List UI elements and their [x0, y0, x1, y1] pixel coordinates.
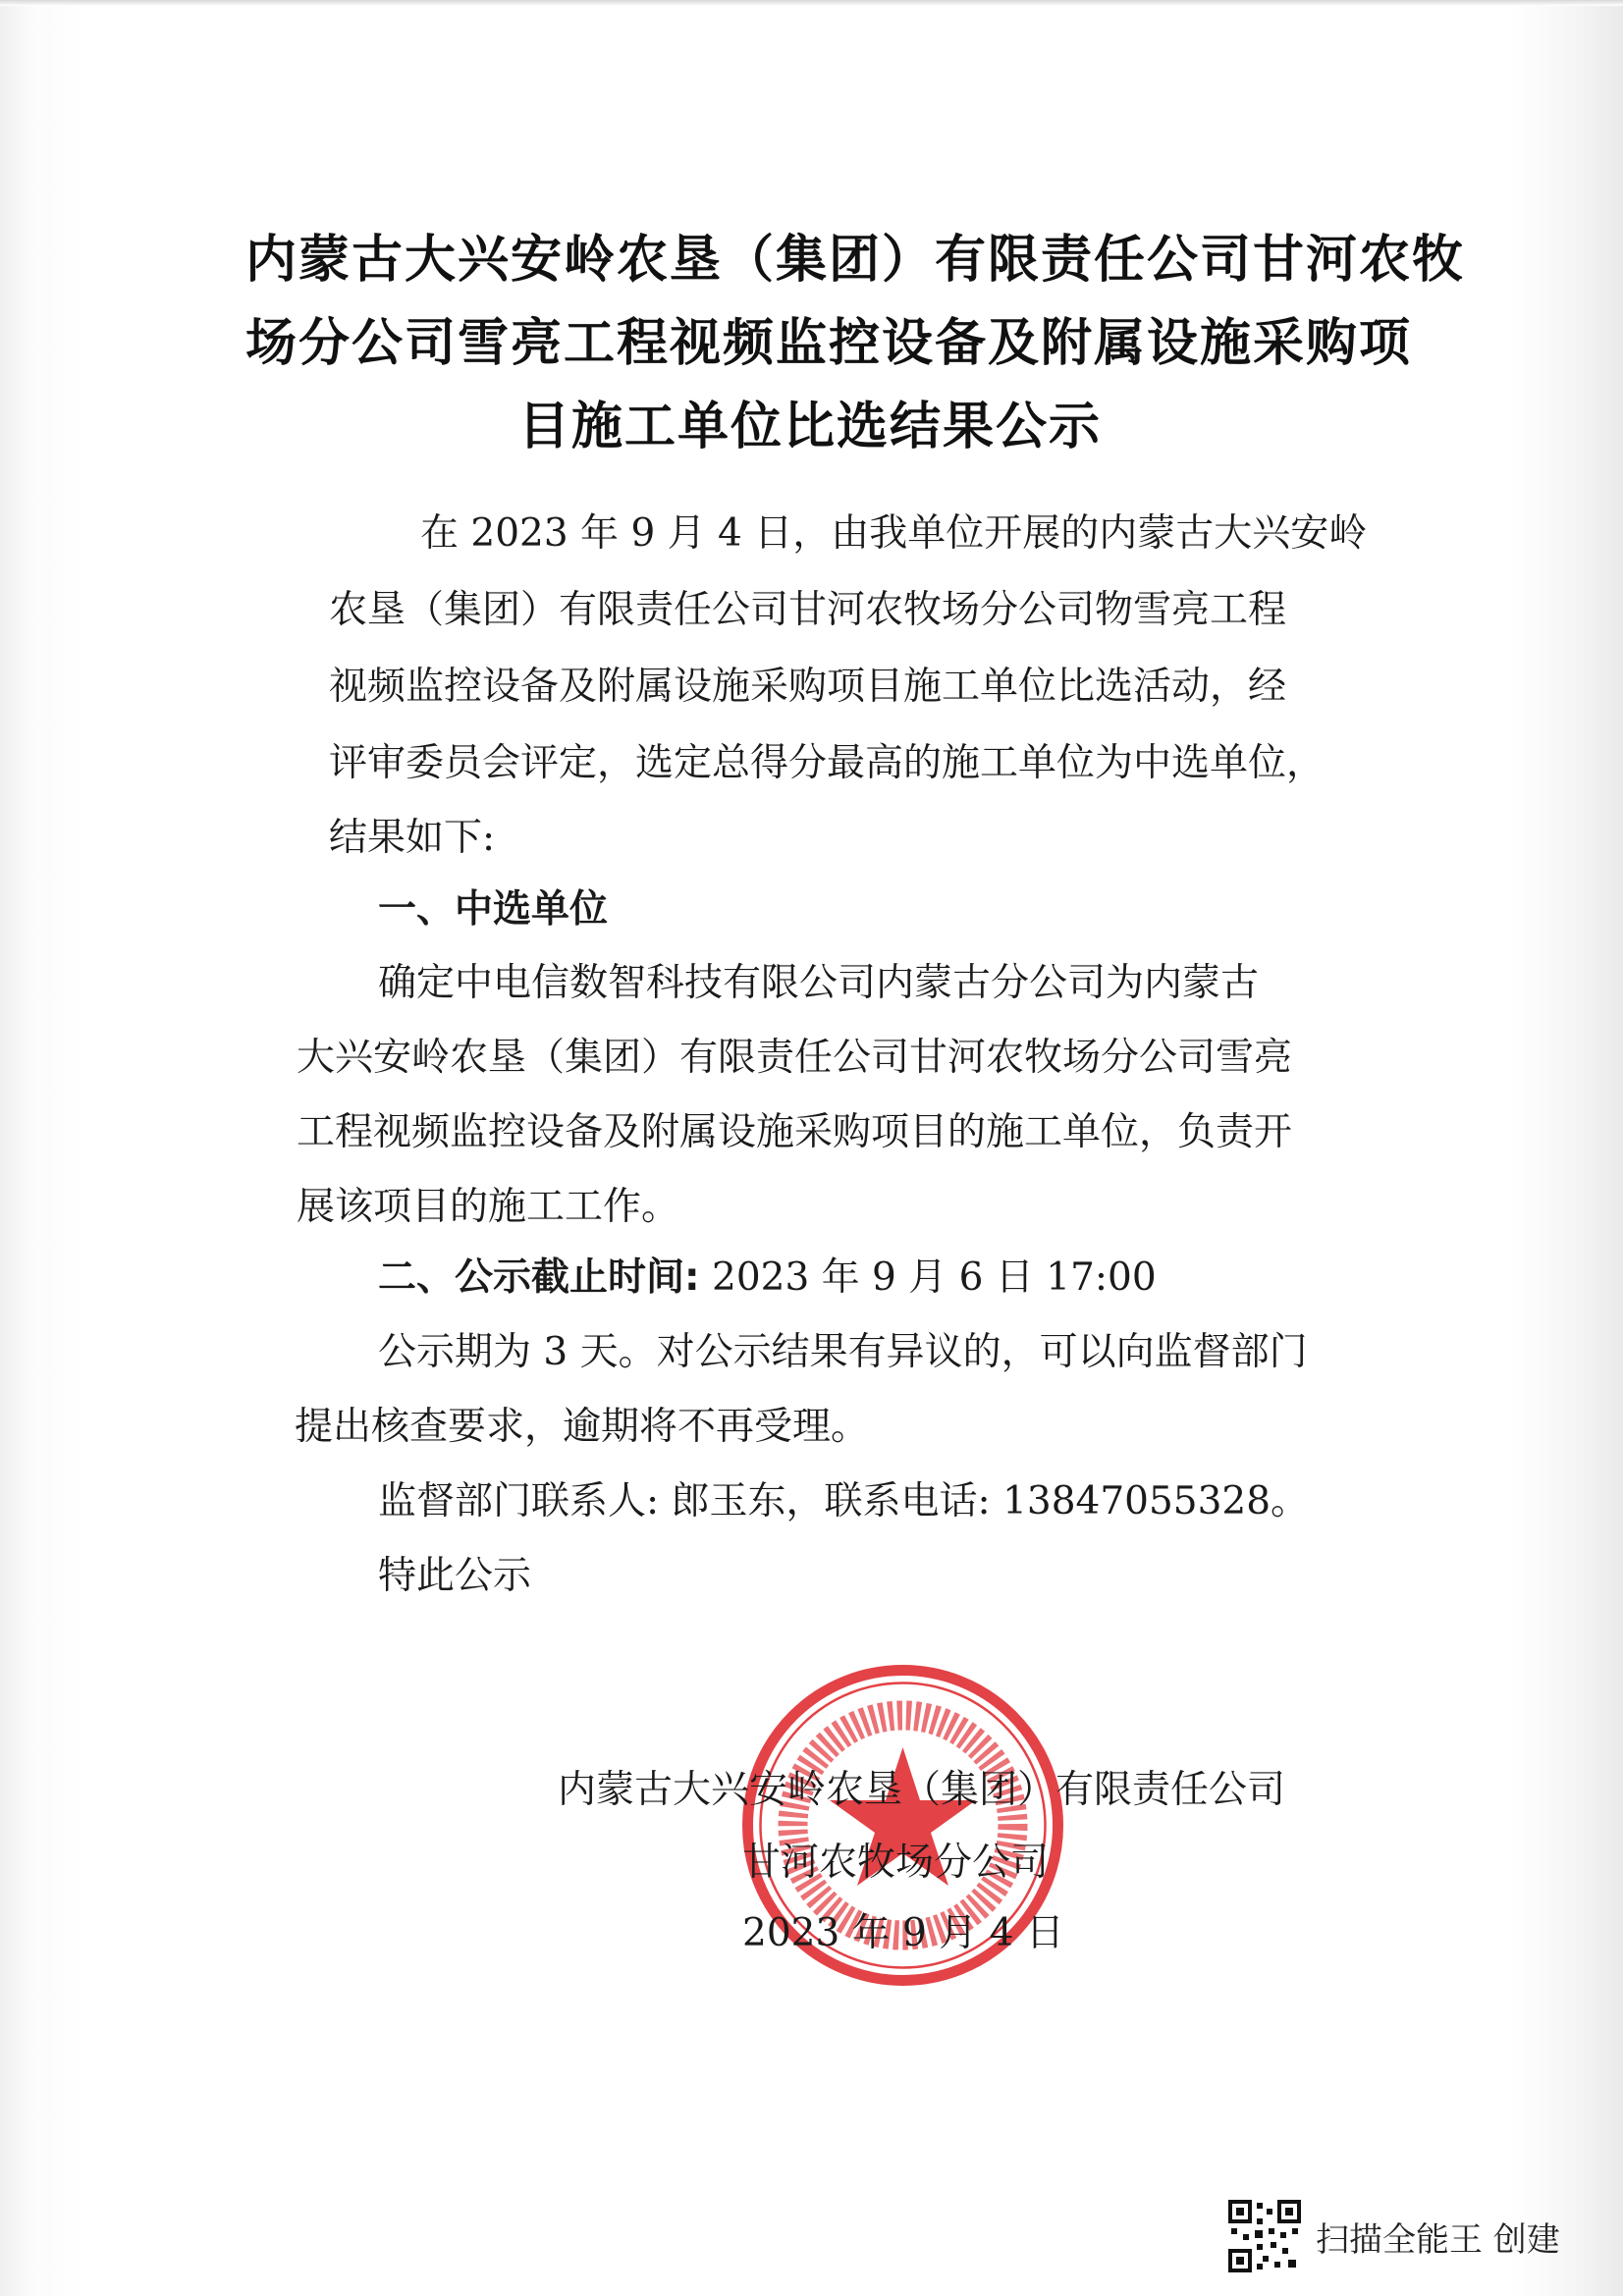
section-1-line: 工程视频监控设备及附属设施采购项目的施工单位，负责开 [297, 1110, 1293, 1154]
section-1-line: 大兴安岭农垦（集团）有限责任公司甘河农牧场分公司雪亮 [297, 1036, 1293, 1080]
scanner-watermark-label: 扫描全能王 创建 [1316, 2220, 1560, 2260]
body-line: 结果如下: [329, 816, 496, 860]
deadline-value: 2023 年 9 月 6 日 17:00 [712, 1255, 1157, 1300]
body-line: 农垦（集团）有限责任公司甘河农牧场分公司物雪亮工程 [329, 588, 1287, 632]
document-title-line-2: 场分公司雪亮工程视频监控设备及附属设施采购项 [245, 314, 1413, 373]
scan-top-edge [0, 0, 1623, 6]
section-2-heading: 二、公示截止时间: [378, 1255, 700, 1300]
body-line: 视频监控设备及附属设施采购项目施工单位比选活动，经 [329, 665, 1287, 709]
document-title-line-1: 内蒙古大兴安岭农垦（集团）有限责任公司甘河农牧 [245, 231, 1466, 290]
signature-org-line-2: 甘河农牧场分公司 [742, 1841, 1050, 1885]
section-2-line: 公示期为 3 天。对公示结果有异议的，可以向监督部门 [378, 1330, 1308, 1374]
body-line: 在 2023 年 9 月 4 日，由我单位开展的内蒙古大兴安岭 [420, 511, 1368, 556]
qr-code-icon [1227, 2199, 1302, 2273]
signature-org-line-1: 内蒙古大兴安岭农垦（集团）有限责任公司 [558, 1768, 1286, 1812]
body-line: 评审委员会评定，选定总得分最高的施工单位为中选单位， [329, 741, 1325, 785]
signature-date: 2023 年 9 月 4 日 [742, 1911, 1064, 1955]
contact-line: 监督部门联系人: 郎玉东，联系电话: 13847055328。 [378, 1479, 1310, 1523]
section-1-line: 展该项目的施工工作。 [297, 1185, 680, 1229]
closing-line: 特此公示 [378, 1554, 532, 1598]
section-2-line: 提出核查要求，逾期将不再受理。 [295, 1405, 870, 1449]
section-1-heading: 一、中选单位 [378, 887, 609, 932]
section-1-line: 确定中电信数智科技有限公司内蒙古分公司为内蒙古 [378, 961, 1260, 1005]
section-2-row [378, 1247, 1157, 1302]
document-title-line-3: 目施工单位比选结果公示 [517, 398, 1102, 456]
